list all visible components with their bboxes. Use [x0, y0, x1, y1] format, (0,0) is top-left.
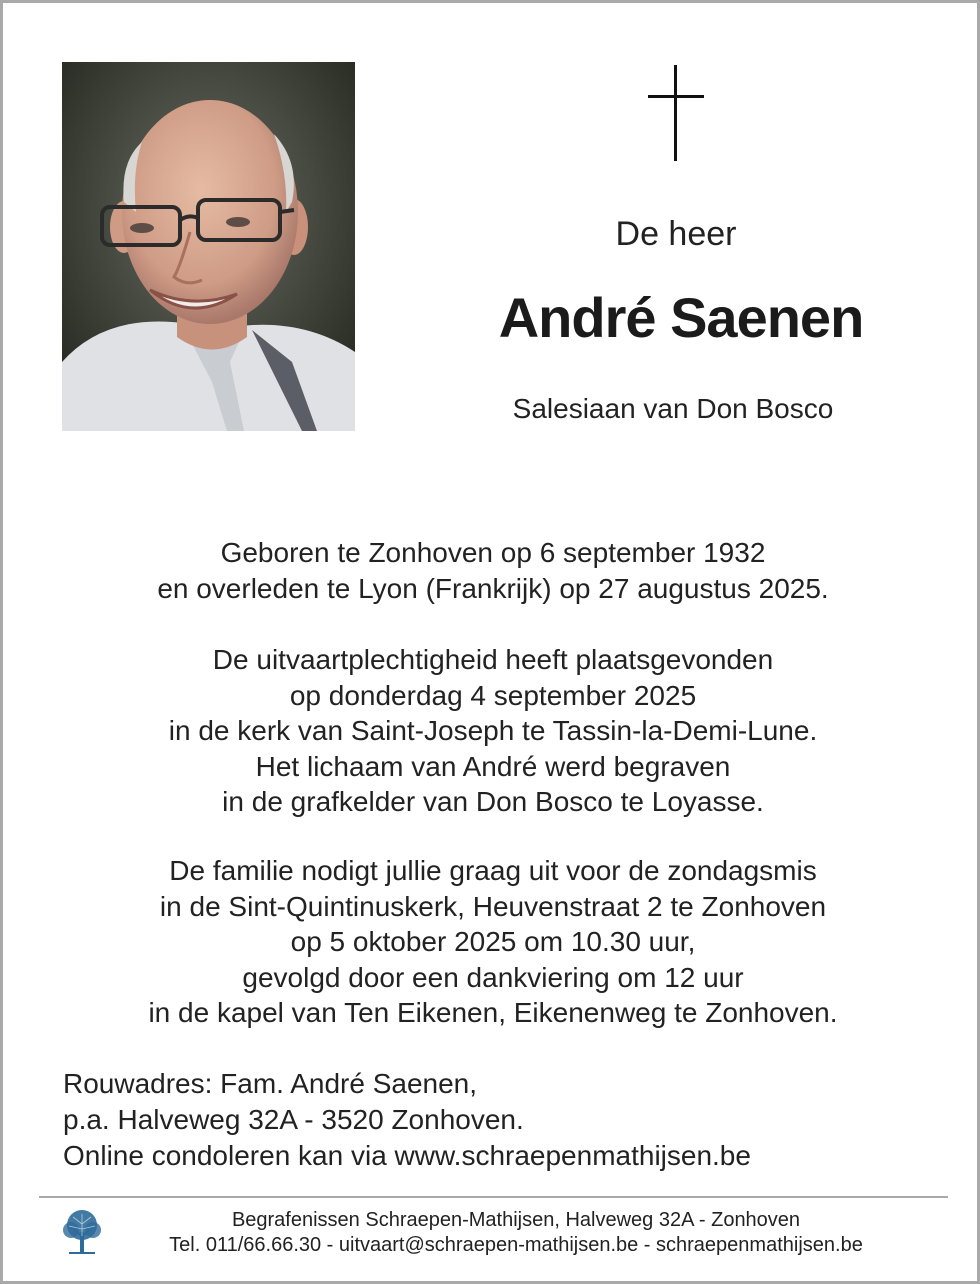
cross-icon	[648, 65, 704, 161]
text-line: in de Sint-Quintinuskerk, Heuvenstraat 2 te Zonhoven	[159, 890, 827, 922]
text-line: De uitvaartplechtigheid heeft plaatsgevonden	[212, 644, 774, 675]
text-line: op donderdag 4 september 2025	[289, 679, 697, 711]
portrait-photo	[62, 62, 355, 431]
text-line: op 5 oktober 2025 om 10.30 uur,	[290, 926, 696, 957]
text-line: en overleden te Lyon (Frankrijk) op 27 augustus 2025.	[157, 572, 829, 604]
mourning-address	[63, 1066, 923, 1174]
funeral-home-footer	[103, 1208, 929, 1258]
deceased-subtitle: Salesiaan van Don Bosco	[512, 393, 834, 424]
text-line: gevolgd door een dankviering om 12 uur	[242, 961, 744, 993]
funeral-paragraph	[63, 642, 923, 820]
mass-paragraph	[63, 853, 923, 1031]
footer-line: Begrafenissen Schraepen-Mathijsen, Halveweg 32A - Zonhoven	[231, 1209, 801, 1231]
text-line: in de kapel van Ten Eikenen, Eikenenweg te Zonhoven.	[148, 997, 838, 1028]
text-line: Online condoleren kan via www.schraepenmathijsen.be	[63, 1140, 751, 1171]
text-line: Rouwadres: Fam. André Saenen,	[63, 1068, 478, 1099]
text-line: p.a. Halveweg 32A - 3520 Zonhoven.	[63, 1104, 524, 1135]
text-line: in de kerk van Saint-Joseph te Tassin-la-Demi-Lune.	[168, 715, 818, 746]
text-line: De familie nodigt jullie graag uit voor de zondagsmis	[169, 855, 817, 886]
text-line: Geboren te Zonhoven op 6 september 1932	[220, 537, 766, 568]
portrait-illustration	[62, 62, 355, 431]
honorific: De heer	[615, 215, 737, 253]
text-line: in de grafkelder van Don Bosco te Loyasse.	[222, 786, 764, 817]
birth-death-paragraph	[63, 535, 923, 606]
tree-icon	[61, 1208, 103, 1258]
deceased-name: André Saenen	[498, 286, 864, 349]
text-line: Het lichaam van André werd begraven	[255, 750, 731, 782]
footer-line: Tel. 011/66.66.30 - uitvaart@schraepen-mathijsen.be - schraepenmathijsen.be	[169, 1234, 863, 1256]
footer-divider	[39, 1196, 948, 1198]
